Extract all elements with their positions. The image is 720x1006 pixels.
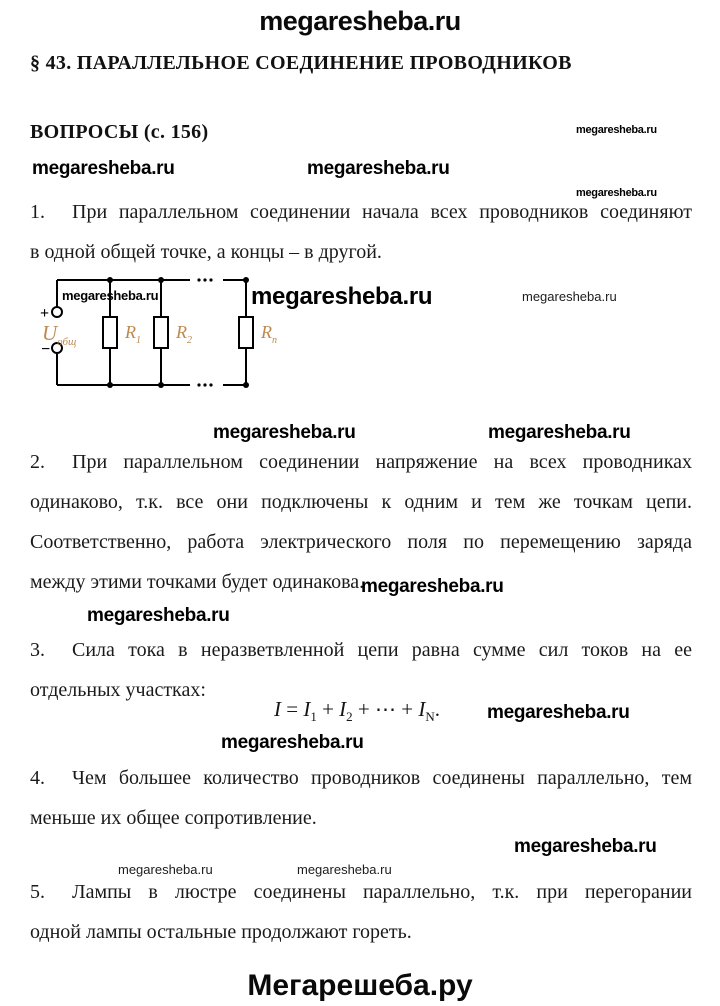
watermark: megaresheba.ru [118,862,213,877]
terminal-positive [52,307,62,317]
watermark: megaresheba.ru [213,422,356,443]
answer-item-5 [30,872,692,952]
formula: $I = I_1 + I_2$ + ⋯ + $I_N$. [273,697,440,725]
resistor-rn-label: $R_n$ [261,322,277,346]
watermark: megaresheba.ru [522,289,617,304]
answer-line [30,758,692,798]
resistor-r2 [154,317,168,348]
resistor-r1 [103,317,117,348]
source-voltage-label: $U_{общ}$ [42,321,77,348]
plus-sign: + [40,305,50,322]
answer-item-4 [30,758,692,838]
answer-line [30,630,692,670]
parallel-circuit-diagram [40,266,285,396]
watermark: megaresheba.ru [488,422,631,443]
answer-number: 3. [30,639,45,661]
answer-line: между этими точками будет одинакова. [30,571,365,593]
section-heading: § 43. ПАРАЛЛЕЛЬНОЕ СОЕДИНЕНИЕ ПРОВОДНИКОВ [30,52,572,74]
watermark: megaresheba.ru [576,124,657,136]
answer-line: Соответственно, работа электрического поля по перемещению заряда [30,531,692,553]
answer-text: При параллельном соединении начала всех проводников соединяют [72,201,692,223]
answer-number: 4. [30,767,45,789]
answer-line: отдельных участках: [30,679,206,701]
answer-line [30,872,692,912]
watermark: megaresheba.ru [487,702,630,723]
answer-line: меньше их общее сопротивление. [30,807,317,829]
watermark: megaresheba.ru [221,732,364,753]
watermark: megaresheba.ru [251,283,433,310]
answer-text: Чем большее количество проводников соединены параллельно, тем [72,767,692,789]
resistor-rn [239,317,253,348]
questions-heading: ВОПРОСЫ (с. 156) [30,121,209,143]
watermark: megaresheba.ru [62,288,159,303]
answer-line: в одной общей точке, а концы – в другой. [30,241,382,263]
watermark: megaresheba.ru [297,862,392,877]
answer-line: одинаково, т.к. все они подключены к одним и тем же точкам цепи. [30,491,692,513]
ellipsis-top [197,278,212,281]
answer-number: 2. [30,451,45,473]
answer-text: Сила тока в неразветвленной цепи равна сумме сил токов на ее [72,639,692,661]
watermark: megaresheba.ru [514,836,657,857]
resistor-r2-label: $R_2$ [176,322,192,346]
watermark: megaresheba.ru [307,158,450,179]
site-title: megaresheba.ru [259,6,461,36]
watermark: megaresheba.ru [32,158,175,179]
answer-text: Лампы в люстре соединены параллельно, т.к. при перегорании [72,881,692,903]
answer-number: 1. [30,201,45,223]
ellipsis-bottom [197,383,212,386]
answer-line [30,442,692,482]
minus-sign: − [41,341,51,358]
answer-item-1 [30,192,692,272]
answer-line: одной лампы остальные продолжают гореть. [30,921,412,943]
watermark: megaresheba.ru [361,576,504,597]
answer-number: 5. [30,881,45,903]
resistor-r1-label: $R_1$ [125,322,141,346]
watermark: megaresheba.ru [576,187,657,199]
answer-text: При параллельном соединении напряжение на всех проводниках [72,451,692,473]
watermark: megaresheba.ru [87,605,230,626]
footer-site-title: Мегарешеба.ру [247,969,473,1002]
